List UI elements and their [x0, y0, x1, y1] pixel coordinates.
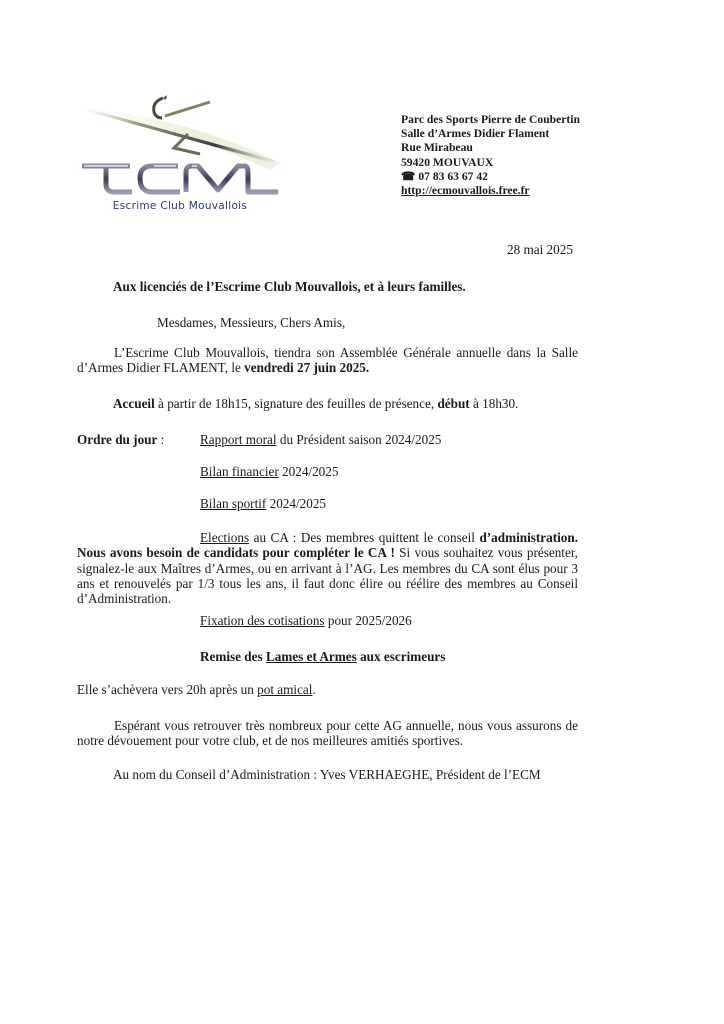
logo-subtitle: Escrime Club Mouvallois: [112, 200, 248, 212]
agenda-item: [200, 464, 338, 479]
agenda-item: [200, 496, 326, 511]
agenda-item-title: Fixation des cotisations: [200, 613, 325, 628]
address-line-1: Parc des Sports Pierre de Coubertin: [401, 113, 580, 126]
address-line-4: 59420 MOUVAUX: [401, 155, 494, 169]
elections-paragraph: [77, 530, 578, 606]
signature: Au nom du Conseil d’Administration : Yves VERHAEGHE, Président de l’ECM: [113, 767, 541, 782]
club-logo: [70, 88, 290, 213]
letter-date: 28 mai 2025: [507, 242, 573, 257]
elections-title: Elections: [200, 530, 250, 545]
agenda-item-title: Rapport moral: [200, 432, 277, 447]
agenda-item-text: 2024/2025: [278, 464, 339, 479]
wishes-paragraph: [77, 718, 578, 749]
closing-highlight: pot amical: [257, 682, 313, 697]
intro-paragraph: [77, 345, 578, 376]
wishes-text: Espérant vous retrouver très nombreux pour cette AG annuelle, nous vous assurons de notre dévouement pour votre club, et de nos meilleures amitiés sportives.: [77, 718, 578, 749]
blades-text-1: Remise des: [200, 649, 266, 664]
recipients-heading: Aux licenciés de l’Escrime Club Mouvallois, et à leurs familles.: [113, 279, 466, 294]
agenda-item-text: du Président saison 2024/2025: [276, 432, 442, 447]
salutation: Mesdames, Messieurs, Chers Amis,: [157, 315, 346, 330]
address-line-3: Rue Mirabeau: [401, 141, 473, 155]
agenda-item-blades: [200, 649, 445, 664]
elections-text: au CA : Des membres quittent le conseil: [249, 530, 480, 545]
agenda-label: [77, 432, 164, 447]
phone-number: 07 83 63 67 42: [418, 169, 488, 183]
intro-text: L’Escrime Club Mouvallois, tiendra son Assemblée Générale annuelle dans la Salle d’Armes Didier FLAMENT, le: [77, 345, 578, 376]
start-label: début: [437, 396, 470, 411]
closing-line: [77, 682, 316, 697]
elections-details: Si vous souhaitez vous présenter, signalez-le aux Maîtres d’Armes, ou en arrivant à l’AG. Les membres du CA sont élus pour 3 ans et renouvelés par 1/3 tous les ans, il faut donc élire ou réélire des membres au Conseil d’Administration.: [77, 545, 578, 607]
welcome-line: [113, 396, 518, 411]
blades-text-2: aux escrimeurs: [356, 649, 446, 664]
agenda-colon: :: [157, 432, 165, 447]
welcome-label: Accueil: [113, 396, 155, 411]
telephone-icon: ☎: [401, 169, 416, 183]
agenda-item-text: 2024/2025: [266, 496, 327, 511]
agenda-item-fees: [200, 613, 412, 628]
phone-line: [401, 170, 580, 184]
closing-text: Elle s’achèvera vers 20h après un: [77, 682, 258, 697]
agenda-item-title: Bilan sportif: [200, 496, 267, 511]
fencer-logo-icon: [70, 88, 290, 213]
agenda-item-text: pour 2025/2026: [324, 613, 412, 628]
closing-period: .: [312, 682, 316, 697]
website-link[interactable]: http://ecmouvallois.free.fr: [401, 184, 530, 198]
agenda-item: [200, 432, 441, 447]
agenda-label-text: Ordre du jour: [77, 432, 158, 447]
blades-highlight: Lames et Armes: [265, 649, 357, 664]
meeting-date: vendredi 27 juin 2025.: [244, 360, 370, 376]
welcome-text: à partir de 18h15, signature des feuilles de présence,: [154, 396, 438, 411]
start-time: à 18h30.: [469, 396, 519, 411]
elections-call-to-action: d’administration. Nous avons besoin de candidats pour compléter le CA !: [77, 530, 578, 561]
address-line-2: Salle d’Armes Didier Flament: [401, 127, 550, 141]
agenda-item-title: Bilan financier: [200, 464, 279, 479]
club-address: [401, 113, 580, 198]
